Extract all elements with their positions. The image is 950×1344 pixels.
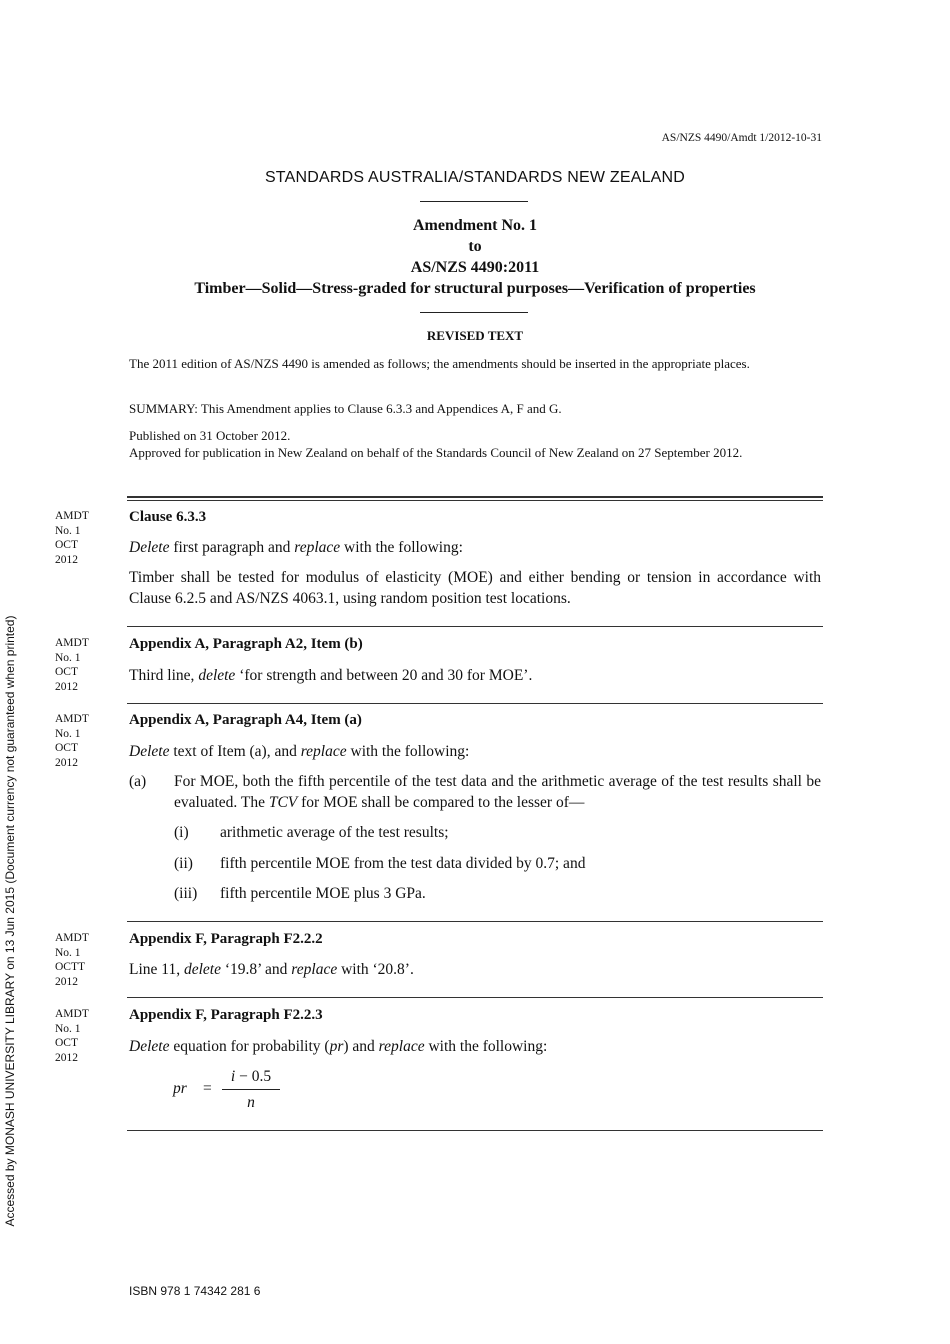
subitem-label: (ii) [174, 855, 193, 872]
section-heading: Appendix F, Paragraph F2.2.3 [129, 1007, 323, 1023]
section-rule [127, 626, 823, 627]
subitem-label: (iii) [174, 885, 198, 902]
subitem-label: (i) [174, 824, 189, 841]
instruction: Delete equation for probability (pr) and replace with the following: [129, 1038, 548, 1055]
section-rule [127, 1130, 823, 1131]
replacement-text: Timber shall be tested for modulus of elasticity (MOE) and either bending or tension in accordance with Clause 6.2.5 and AS/NZS 4063.1, using random position test locations. [129, 569, 821, 607]
amendment-number: Amendment No. 1 [413, 217, 537, 234]
organisation-title: STANDARDS AUSTRALIA/STANDARDS NEW ZEALAND [264, 169, 686, 186]
section-rule [127, 921, 823, 922]
intro-paragraph: The 2011 edition of AS/NZS 4490 is amended as follows; the amendments should be inserted in the appropriate places. [129, 356, 750, 371]
section-heading: Appendix F, Paragraph F2.2.2 [129, 931, 323, 947]
double-rule-top [127, 496, 823, 498]
amendment-marker: AMDT No. 1 OCTT 2012 [55, 932, 89, 988]
section-heading: Appendix A, Paragraph A2, Item (b) [129, 636, 363, 652]
equation-equals: = [203, 1080, 212, 1097]
isbn: ISBN 978 1 74342 281 6 [129, 1284, 261, 1298]
instruction: Delete first paragraph and replace with the following: [129, 539, 463, 556]
equation-lhs: pr [173, 1080, 187, 1097]
instruction: Line 11, delete ‘19.8’ and replace with ‘20.8’. [129, 961, 414, 978]
amendment-marker: AMDT No. 1 OCT 2012 [55, 637, 89, 693]
item-label: (a) [129, 773, 147, 790]
instruction: Third line, delete ‘for strength and between 20 and 30 for MOE’. [129, 667, 533, 684]
subitem-text: arithmetic average of the test results; [220, 824, 449, 841]
subitem-text: fifth percentile MOE plus 3 GPa. [220, 885, 426, 902]
fraction-bar [222, 1089, 280, 1090]
section-heading: Clause 6.3.3 [129, 509, 207, 525]
subitem-text: fifth percentile MOE from the test data divided by 0.7; and [220, 855, 586, 872]
revised-text-heading: REVISED TEXT [426, 328, 524, 343]
published-date: Published on 31 October 2012. [129, 428, 291, 443]
standard-number: AS/NZS 4490:2011 [410, 259, 540, 276]
equation-numerator: i − 0.5 [230, 1068, 272, 1085]
section-rule [127, 997, 823, 998]
section-rule [127, 703, 823, 704]
double-rule-bottom [127, 500, 823, 502]
summary-paragraph: SUMMARY: This Amendment applies to Clause 6.3.3 and Appendices A, F and G. [129, 401, 562, 416]
amendment-marker: AMDT No. 1 OCT 2012 [55, 510, 89, 566]
access-watermark: Accessed by MONASH UNIVERSITY LIBRARY on 13 Jun 2015 (Document currency not guaranteed when printed) [3, 615, 17, 1227]
item-text: For MOE, both the fifth percentile of the test data and the arithmetic average of the test results shall be evaluated. The TCV for MOE shall be compared to the lesser of— [174, 773, 821, 811]
amendment-marker: AMDT No. 1 OCT 2012 [55, 1008, 89, 1064]
amendment-marker: AMDT No. 1 OCT 2012 [55, 713, 89, 769]
instruction: Delete text of Item (a), and replace with the following: [129, 743, 470, 760]
amendment-to: to [468, 238, 482, 255]
approval-note: Approved for publication in New Zealand on behalf of the Standards Council of New Zealand on 27 September 2012. [129, 445, 743, 460]
document-reference: AS/NZS 4490/Amdt 1/2012-10-31 [661, 132, 822, 144]
equation-denominator: n [247, 1094, 255, 1111]
section-heading: Appendix A, Paragraph A4, Item (a) [129, 712, 362, 728]
standard-title: Timber—Solid—Stress-graded for structural purposes—Verification of properties [194, 280, 756, 297]
divider [420, 201, 528, 202]
divider [420, 312, 528, 313]
